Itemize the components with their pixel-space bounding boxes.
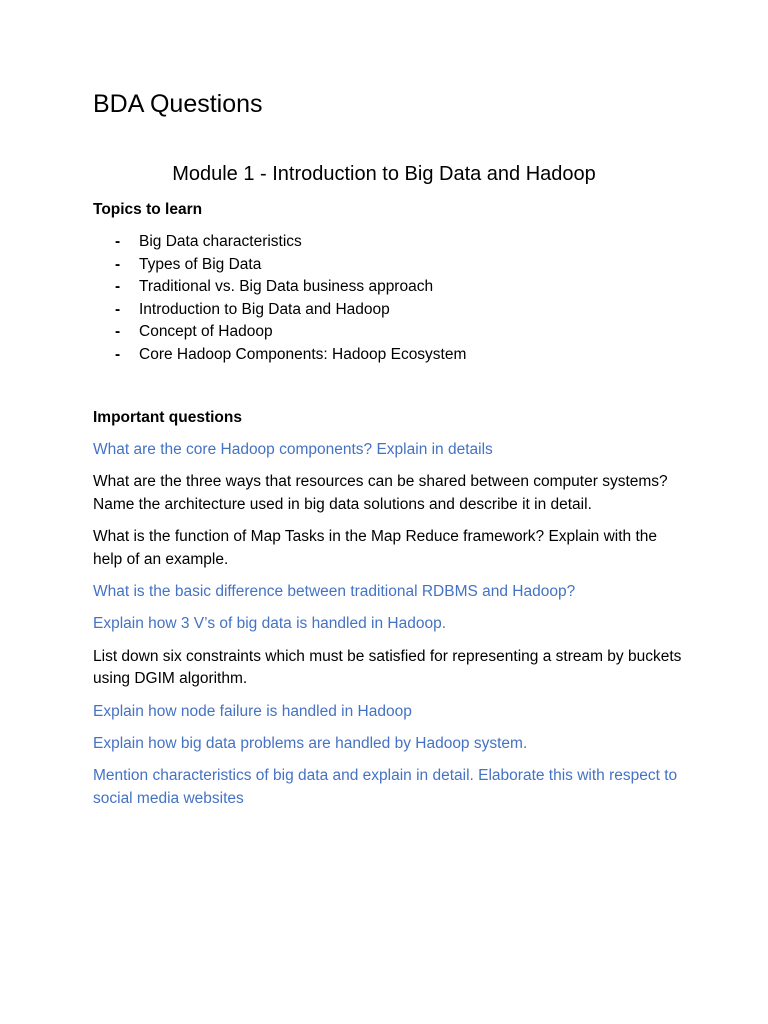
document-title: BDA Questions (93, 90, 263, 118)
question-item: Explain how node failure is handled in Hadoop (93, 702, 412, 720)
question-item: Mention characteristics of big data and explain in detail. Elaborate this with respect to social media websites (93, 767, 678, 807)
topic-text: Types of Big Data (139, 255, 262, 273)
list-dash-icon: - (115, 278, 121, 296)
list-dash-icon: - (115, 345, 121, 363)
topic-text: Big Data characteristics (139, 233, 302, 250)
questions-label: Important questions (93, 409, 242, 426)
topic-text: Traditional vs. Big Data business approach (139, 278, 434, 296)
question-item: What are the three ways that resources can be shared between computer systems? Name the architecture used in big data solutions and describe it in detail. (93, 473, 668, 513)
list-dash-icon: - (115, 323, 121, 341)
topics-label: Topics to learn (93, 201, 203, 218)
list-dash-icon: - (115, 255, 121, 273)
module-heading: Module 1 - Introduction to Big Data and Hadoop (172, 163, 596, 185)
question-item: Explain how big data problems are handled by Hadoop system. (93, 735, 528, 753)
questions-list (93, 439, 683, 820)
question-item: What is the function of Map Tasks in the Map Reduce framework? Explain with the help of an example. (93, 528, 658, 568)
question-item: List down six constraints which must be satisfied for representing a stream by buckets using DGIM algorithm. (93, 647, 682, 688)
list-dash-icon: - (115, 300, 121, 318)
question-item: What are the core Hadoop components? Explain in details (93, 441, 493, 458)
question-item: What is the basic difference between traditional RDBMS and Hadoop? (93, 583, 576, 601)
topic-text: Introduction to Big Data and Hadoop (139, 300, 390, 318)
topic-text: Core Hadoop Components: Hadoop Ecosystem (139, 345, 467, 363)
list-dash-icon: - (115, 233, 121, 250)
question-item: Explain how 3 V’s of big data is handled in Hadoop. (93, 615, 447, 633)
topic-text: Concept of Hadoop (139, 323, 273, 341)
